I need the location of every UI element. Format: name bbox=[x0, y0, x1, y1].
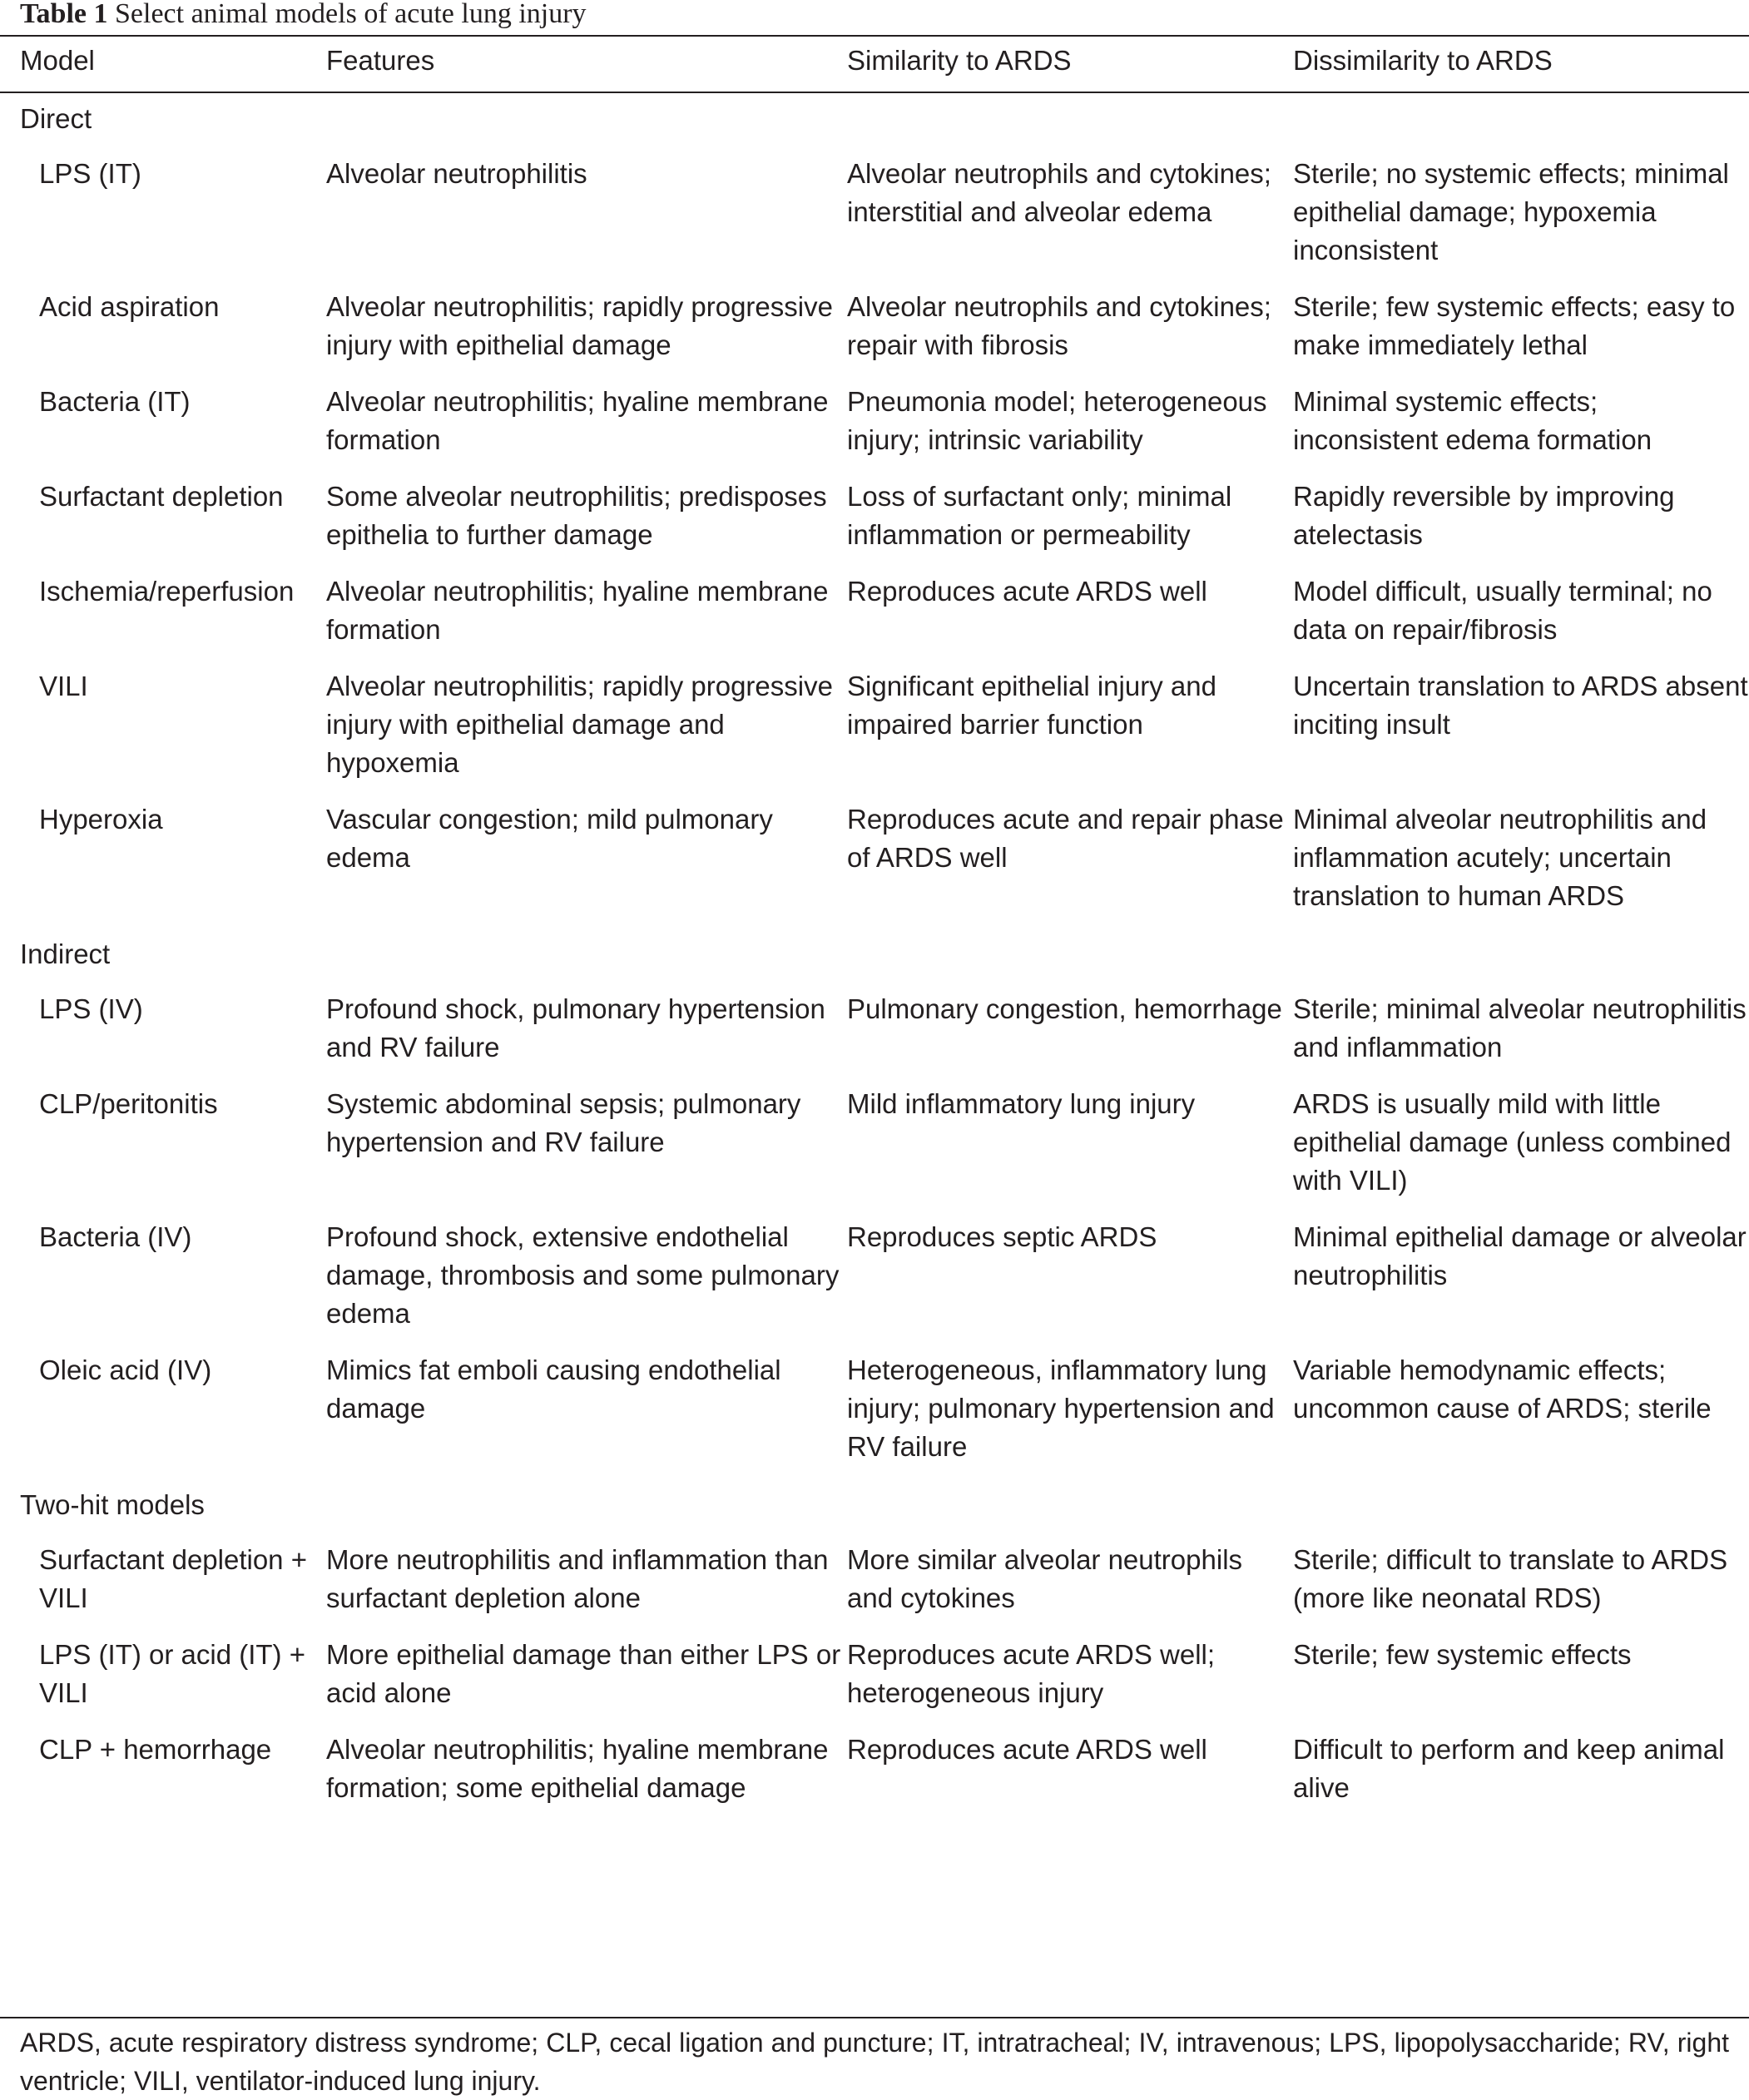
group-row bbox=[0, 92, 1749, 155]
header-row bbox=[0, 37, 1749, 92]
model-cell: LPS (IT) bbox=[39, 158, 141, 189]
table-row bbox=[0, 1351, 1749, 1484]
dissimilarity-cell: Sterile; few systemic effects; easy to make immediately lethal bbox=[1293, 291, 1736, 360]
dissimilarity-cell: Minimal systemic effects; inconsistent edema formation bbox=[1293, 386, 1652, 455]
similarity-cell: Mild inflammatory lung injury bbox=[847, 1088, 1196, 1119]
features-cell: Alveolar neutrophilitis bbox=[326, 158, 587, 189]
table-row bbox=[0, 1731, 1749, 1825]
model-cell: Surfactant depletion + VILI bbox=[39, 1544, 307, 1613]
header-model: Model bbox=[20, 45, 95, 76]
table-row bbox=[0, 800, 1749, 934]
features-cell: Mimics fat emboli causing endothelial damage bbox=[326, 1355, 781, 1424]
model-cell: Bacteria (IT) bbox=[39, 386, 191, 417]
features-cell: Profound shock, pulmonary hypertension and RV failure bbox=[326, 993, 825, 1062]
similarity-cell: Alveolar neutrophils and cytokines; repair with fibrosis bbox=[847, 291, 1271, 360]
table-row bbox=[0, 1218, 1749, 1351]
model-cell: Ischemia/reperfusion bbox=[39, 576, 295, 607]
group-label: Direct bbox=[20, 103, 92, 134]
header-similarity: Similarity to ARDS bbox=[847, 45, 1072, 76]
table-row bbox=[0, 1636, 1749, 1731]
features-cell: Alveolar neutrophilitis; hyaline membrane formation; some epithelial damage bbox=[326, 1734, 829, 1803]
similarity-cell: More similar alveolar neutrophils and cytokines bbox=[847, 1544, 1243, 1613]
group-label: Two-hit models bbox=[20, 1489, 205, 1520]
similarity-cell: Pulmonary congestion, hemorrhage bbox=[847, 993, 1282, 1024]
model-cell: CLP + hemorrhage bbox=[39, 1734, 272, 1765]
table-row bbox=[0, 1085, 1749, 1218]
animal-models-table bbox=[0, 37, 1749, 1825]
table-row bbox=[0, 478, 1749, 572]
table-row bbox=[0, 990, 1749, 1085]
model-cell: LPS (IT) or acid (IT) + VILI bbox=[39, 1639, 305, 1708]
features-cell: Systemic abdominal sepsis; pulmonary hypertension and RV failure bbox=[326, 1088, 801, 1157]
model-cell: Bacteria (IV) bbox=[39, 1221, 192, 1252]
features-cell: Profound shock, extensive endothelial damage, thrombosis and some pulmonary edema bbox=[326, 1221, 840, 1329]
header-features: Features bbox=[326, 45, 435, 76]
similarity-cell: Alveolar neutrophils and cytokines; interstitial and alveolar edema bbox=[847, 158, 1271, 227]
features-cell: More epithelial damage than either LPS or acid alone bbox=[326, 1639, 841, 1708]
dissimilarity-cell: Uncertain translation to ARDS absent inciting insult bbox=[1293, 671, 1748, 740]
table-number: Table 1 bbox=[20, 0, 108, 29]
group-row bbox=[0, 934, 1749, 990]
features-cell: Some alveolar neutrophilitis; predisposes epithelia to further damage bbox=[326, 481, 827, 550]
dissimilarity-cell: Difficult to perform and keep animal alive bbox=[1293, 1734, 1725, 1803]
dissimilarity-cell: Variable hemodynamic effects; uncommon cause of ARDS; sterile bbox=[1293, 1355, 1712, 1424]
model-cell: Acid aspiration bbox=[39, 291, 220, 322]
table-row bbox=[0, 572, 1749, 667]
group-row bbox=[0, 1484, 1749, 1541]
similarity-cell: Pneumonia model; heterogeneous injury; intrinsic variability bbox=[847, 386, 1267, 455]
similarity-cell: Heterogeneous, inflammatory lung injury; pulmonary hypertension and RV failure bbox=[847, 1355, 1275, 1462]
table-row bbox=[0, 155, 1749, 288]
dissimilarity-cell: Sterile; difficult to translate to ARDS (more like neonatal RDS) bbox=[1293, 1544, 1728, 1613]
dissimilarity-cell: Sterile; no systemic effects; minimal epithelial damage; hypoxemia inconsistent bbox=[1293, 158, 1729, 265]
model-cell: Hyperoxia bbox=[39, 804, 163, 835]
model-cell: CLP/peritonitis bbox=[39, 1088, 218, 1119]
bottom-rule bbox=[0, 2017, 1749, 2018]
model-cell: VILI bbox=[39, 671, 88, 701]
model-cell: LPS (IV) bbox=[39, 993, 143, 1024]
features-cell: Vascular congestion; mild pulmonary edema bbox=[326, 804, 773, 873]
similarity-cell: Reproduces acute ARDS well bbox=[847, 1734, 1207, 1765]
dissimilarity-cell: Sterile; few systemic effects bbox=[1293, 1639, 1632, 1670]
features-cell: More neutrophilitis and inflammation than surfactant depletion alone bbox=[326, 1544, 829, 1613]
table-row bbox=[0, 288, 1749, 383]
table-row bbox=[0, 1541, 1749, 1636]
table-title: Select animal models of acute lung injury bbox=[115, 0, 587, 29]
dissimilarity-cell: Rapidly reversible by improving atelectasis bbox=[1293, 481, 1675, 550]
table-footnote: ARDS, acute respiratory distress syndrome; CLP, cecal ligation and puncture; IT, intratracheal; IV, intravenous; LPS, lipopolysaccharide; RV, right ventricle; VILI, ventilator-induced lung injury. bbox=[20, 2028, 1729, 2096]
similarity-cell: Reproduces acute ARDS well bbox=[847, 576, 1207, 607]
similarity-cell: Significant epithelial injury and impaired barrier function bbox=[847, 671, 1216, 740]
features-cell: Alveolar neutrophilitis; rapidly progressive injury with epithelial damage and hypoxemia bbox=[326, 671, 833, 778]
model-cell: Oleic acid (IV) bbox=[39, 1355, 212, 1385]
model-cell: Surfactant depletion bbox=[39, 481, 284, 512]
dissimilarity-cell: Minimal epithelial damage or alveolar neutrophilitis bbox=[1293, 1221, 1747, 1290]
similarity-cell: Reproduces acute ARDS well; heterogeneous injury bbox=[847, 1639, 1216, 1708]
table-row bbox=[0, 667, 1749, 800]
features-cell: Alveolar neutrophilitis; hyaline membrane formation bbox=[326, 576, 829, 645]
table-caption bbox=[20, 0, 587, 28]
table-row bbox=[0, 383, 1749, 478]
dissimilarity-cell: Sterile; minimal alveolar neutrophilitis and inflammation bbox=[1293, 993, 1747, 1062]
features-cell: Alveolar neutrophilitis; hyaline membrane formation bbox=[326, 386, 829, 455]
similarity-cell: Loss of surfactant only; minimal inflammation or permeability bbox=[847, 481, 1232, 550]
header-dissimilarity: Dissimilarity to ARDS bbox=[1293, 45, 1553, 76]
dissimilarity-cell: Model difficult, usually terminal; no data on repair/fibrosis bbox=[1293, 576, 1712, 645]
similarity-cell: Reproduces septic ARDS bbox=[847, 1221, 1157, 1252]
similarity-cell: Reproduces acute and repair phase of ARDS well bbox=[847, 804, 1284, 873]
dissimilarity-cell: ARDS is usually mild with little epithelial damage (unless combined with VILI) bbox=[1293, 1088, 1732, 1196]
dissimilarity-cell: Minimal alveolar neutrophilitis and inflammation acutely; uncertain translation to human ARDS bbox=[1293, 804, 1707, 911]
features-cell: Alveolar neutrophilitis; rapidly progressive injury with epithelial damage bbox=[326, 291, 833, 360]
group-label: Indirect bbox=[20, 939, 111, 969]
